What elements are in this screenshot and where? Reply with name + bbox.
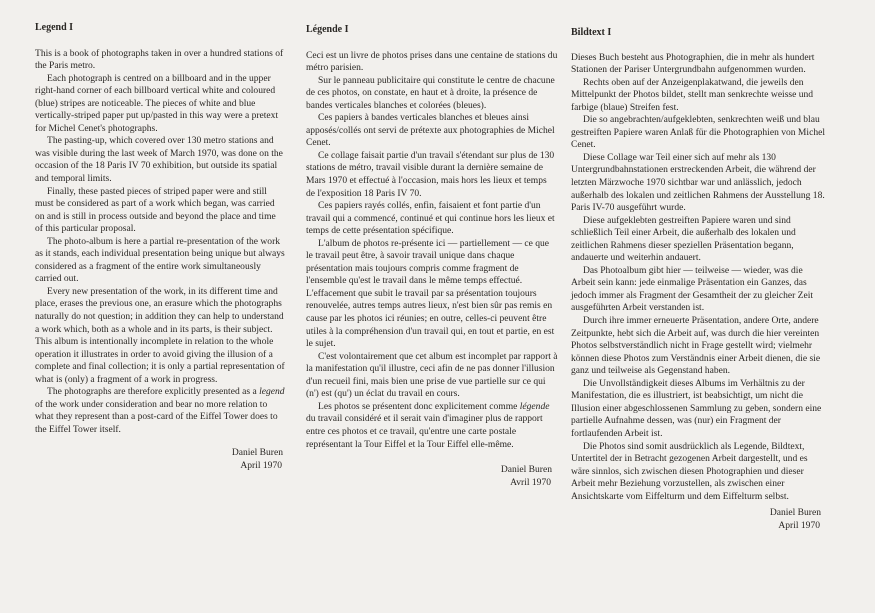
signature-date: April 1970 [778, 520, 820, 532]
paragraph: Durch ihre immer erneuerte Präsentation, andere Orte, andere Zeitpunkte, hebt sich die Arbeit auf, was durch die hier vereinten Photos selbstverständlich nicht in Frage gestellt wird; vielmehr können diese Photos zum Verständnis einer Arbeit dienen, die sie ganz und teilweise als Gegenstand haben. [571, 315, 821, 377]
paragraph: Das Photoalbum gibt hier — teilweise — wieder, was die Arbeit sein kann: jede einmalige Präsentation ein Ganzes, das jedoch immer als Fragment der Gesamtheit der zu gleicher Zeit ausgeführten Arbeit verstanden ist. [571, 264, 814, 314]
paragraph: The photo-album is here a partial re-presentation of the work as it stands, each individual presentation being unique but always considered as a fragment of the entire work simultaneously carried out. [35, 235, 285, 285]
paragraph: L'album de photos re-présente ici — partiellement — ce que le travail peut être, à savoir travail unique dans chaque présentation mais toujours compris comme fragment de l'ensemble qu'est le travail dans le même temps effectué. L'effacement que subit le travail par sa présentation toujours renouvelée, autres temps autres lieux, n'est bien sûr pas remis en cause par les photos ici réunies; en outre, celles-ci peuvent être utiles à la compréhension d'un travail qui, en tout et partie, en est le sujet. [306, 237, 555, 350]
signature-block [571, 506, 827, 532]
emphasis-legend: legend [259, 386, 285, 398]
column-english [35, 22, 285, 472]
paragraph: Finally, these pasted pieces of striped paper were and still must be considered as part of a work which began, was carried on and is still in process outside and beyond the place and time of this particular proposal. [35, 185, 276, 235]
emphasis-legende: légende [519, 400, 550, 412]
paragraph: Die Photos sind somit ausdrücklich als Legende, Bildtext, Untertitel der in Betracht gezogenen Arbeit dargestellt, und es wäre sinnlos, sich zwischen diesen Photographien und dieser Arbeit mehr Beziehung vorzustellen, als zwischen einer Ansichtskarte vom Eiffelturm und dem Eiffelturm selbst. [571, 440, 808, 502]
signature-date: April 1970 [240, 459, 282, 471]
signature-block [306, 463, 558, 489]
paragraph: Ces papiers rayés collés, enfin, faisaient et font partie d'un travail qui a commencé, continué et qui continue hors les lieux et temps de cette présentation spécifique. [306, 200, 555, 237]
paragraph: Dieses Buch besteht aus Photographien, die in mehr als hundert Stationen der Pariser Untergrundbahn aufgenommen wurden. [571, 51, 815, 76]
heading-english: Legend I [35, 22, 74, 33]
heading-german: Bildtext I [571, 27, 612, 38]
heading-french: Légende I [306, 24, 349, 35]
signature-date: Avril 1970 [510, 477, 551, 489]
paragraph-final [35, 386, 285, 436]
paragraph: Ces papiers à bandes verticales blanches et bleues ainsi apposés/collés ont servi de prétexte aux photographies de Michel Cenet. [306, 112, 555, 149]
text-span: Les photos se présentent donc explicitement comme [318, 400, 520, 412]
paragraph: C'est volontairement que cet album est incomplet par rapport à la manifestation qu'il illustre, ceci afin de ne pas donner l'illusion d'un recueil fini, mais bien une prise de vue partielle sur ce qui (n') est (qu') un éclat du travail en cours. [306, 350, 558, 400]
author-name: Daniel Buren [231, 446, 283, 458]
column-german [571, 27, 827, 532]
paragraph: Ceci est un livre de photos prises dans une centaine de stations du métro parisien. [306, 49, 558, 74]
paragraph: The pasting-up, which covered over 130 metro stations and was visible during the last week of March 1970, was done on the occasion of the 18 Paris IV 70 exhibition, but outside its spatial and temporal limits. [35, 135, 283, 185]
text-span: du travail considéré et il serait vain d'imaginer plus de rapport entre ces photos et ce travail, qu'entre une carte postale représentant la Tour Eiffel et la Tour Eiffel elle-même. [306, 413, 543, 450]
paragraph: Every new presentation of the work, in its different time and place, erases the previous one, an erasure which the photographs naturally do not question; in addition they can help to understand a work which, both as a whole and in its parts, is their subject. This album is intentionally incomplete in relation to the whole operation it illustrates in order to avoid giving the illusion of a complete and final collection; it is only a partial representation of what is (only) a fragment of a work in progress. [35, 285, 285, 385]
paragraph: Die Unvollständigkeit dieses Albums im Verhältnis zu der Manifestation, die es illustriert, ist beabsichtigt, um nicht die Illusion einer abgeschlossenen Sammlung zu geben, sondern eine partielle Aufnahme dessen, was (nur) ein Fragment der fortlaufenden Arbeit ist. [571, 377, 822, 439]
author-name: Daniel Buren [500, 464, 552, 476]
author-name: Daniel Buren [769, 507, 821, 519]
paragraph: Each photograph is centred on a billboard and in the upper right-hand corner of each billboard vertical white and coloured (blue) stripes are noticeable. The pieces of white and blue vertically-striped paper put up/pasted in this way were a pretext for Michel Cenet's photographs. [35, 72, 279, 134]
paragraph: Diese Collage war Teil einer sich auf mehr als 130 Untergrundbahnstationen erstreckenden Arbeit, die während der letzten Märzwoche 1970 sichtbar war und anlässlich, jedoch außerhalb des lokalen und zeitlichen Rahmens der Ausstellung 18. Paris IV-70 ausgeführt wurde. [571, 151, 825, 214]
paragraph: This is a book of photographs taken in over a hundred stations of the Paris metro. [35, 47, 284, 72]
paragraph: Die so angebrachten/aufgeklebten, senkrechten weiß und blau gestreiften Papiere waren Anlaß für die Photographien von Michel Cenet. [571, 114, 825, 151]
paragraph-final [306, 401, 558, 451]
text-span: The photographs are therefore explicitly presented as a [47, 386, 260, 398]
text-span: of the work under consideration and bear no more relation to what they represent than a post-card of the Eiffel Tower does to the Eiffel Tower itself. [35, 398, 278, 435]
paragraph: Ce collage faisait partie d'un travail s'étendant sur plus de 130 stations de métro, travail visible durant la dernière semaine de Mars 1970 et effectué à l'occasion, mais hors les lieux et temps de l'exposition 18 Paris IV 70. [306, 149, 555, 199]
paragraph: Sur le panneau publicitaire qui constitute le centre de chacune de ces photos, on constate, en haut et à droite, la présence de bandes verticales blanches et colorées (bleues). [306, 74, 555, 111]
signature-block [35, 446, 285, 472]
paragraph: Rechts oben auf der Anzeigenplakatwand, die jeweils den Mittelpunkt der Photos bildet, stellt man senkrechte weisse und farbige (blaue) Streifen fest. [571, 76, 814, 113]
column-french [306, 24, 558, 489]
paragraph: Diese aufgeklebten gestreiften Papiere waren und sind schließlich Teil einer Arbeit, die außerhalb des lokalen und zeitlichen Rahmens dieser speziellen Präsentation begann, andauerte und weiterhin andauert. [571, 214, 796, 264]
